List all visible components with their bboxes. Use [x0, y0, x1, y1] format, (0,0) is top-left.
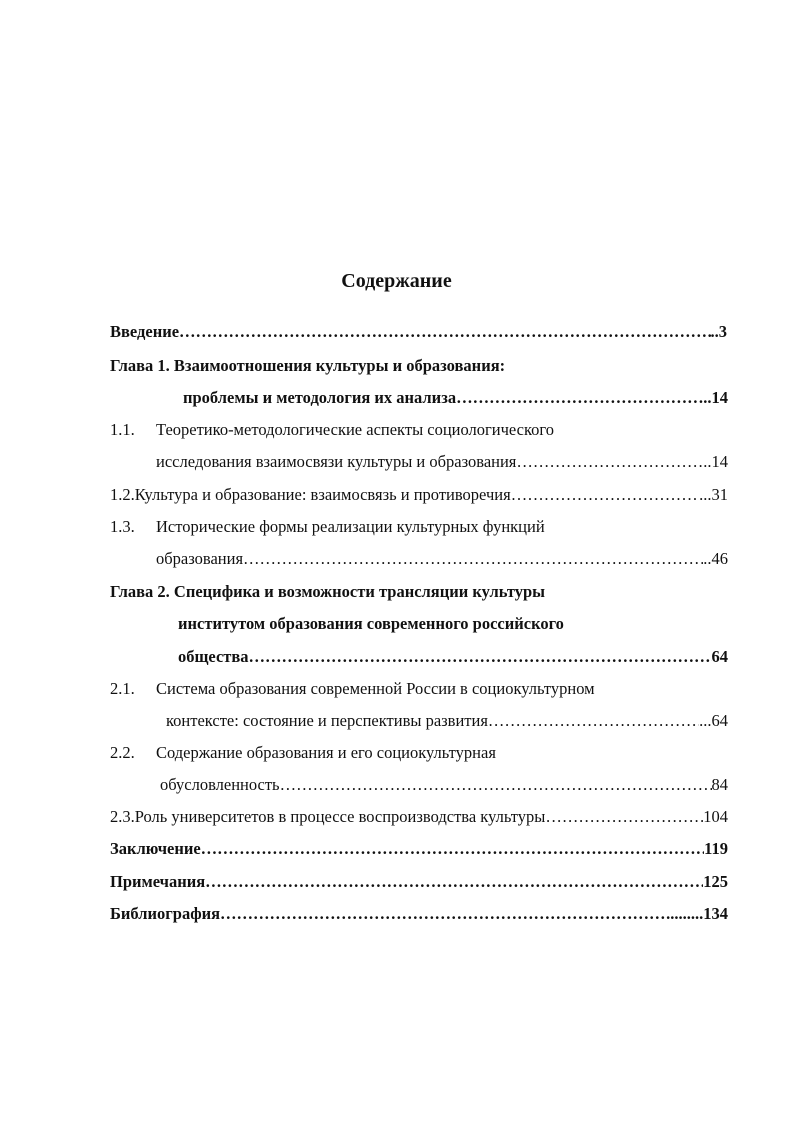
toc-page-number: 125	[703, 872, 728, 891]
toc-leader-dots	[545, 807, 703, 827]
toc-entry-bibliography	[110, 904, 728, 924]
toc-leader-dots	[516, 452, 703, 472]
toc-section-number: 1.2.	[110, 485, 135, 504]
toc-page-number: 14	[711, 388, 728, 407]
toc-leader-dots	[205, 872, 703, 892]
toc-page-number: 104	[703, 807, 728, 826]
toc-leader-tail: ..	[703, 388, 712, 407]
toc-page-number: 64	[711, 647, 728, 666]
toc-section-2-2-line1	[110, 743, 496, 763]
toc-section-2-2	[160, 775, 728, 795]
toc-page-number: 14	[711, 452, 728, 471]
toc-entry-label: Культура и образование: взаимосвязь и противоречия	[134, 485, 511, 504]
toc-leader-tail: .........	[666, 904, 704, 923]
toc-section-1-1-line1	[110, 420, 554, 440]
toc-entry-intro	[110, 322, 727, 342]
toc-entry-label: проблемы и методология их анализа	[183, 388, 457, 407]
toc-page-number: 119	[704, 839, 728, 858]
toc-page-number: 134	[703, 904, 728, 923]
toc-leader-tail: ...	[699, 711, 712, 730]
toc-page-number: 46	[711, 549, 728, 568]
toc-section-number: 2.3.	[110, 807, 135, 826]
toc-section-number: 1.1.	[110, 420, 135, 439]
toc-leader-dots	[243, 549, 703, 569]
toc-chapter-2-line2: институтом образования современного российского	[178, 614, 564, 633]
toc-leader-dots	[488, 711, 699, 731]
toc-entry-notes	[110, 872, 728, 892]
toc-page-number: 3	[718, 322, 727, 341]
toc-page-number: 84	[711, 775, 728, 794]
toc-entry-label: Система образования современной России в социокультурном	[156, 679, 595, 698]
toc-section-number: 2.1.	[110, 679, 135, 698]
toc-title: Содержание	[341, 270, 452, 292]
toc-entry-conclusion	[110, 839, 728, 859]
toc-entry-label: Теоретико-методологические аспекты социологического	[156, 420, 555, 439]
toc-entry-label: Примечания	[110, 872, 206, 891]
toc-leader-tail: ..	[710, 322, 719, 341]
toc-chapter-1-line1: Глава 1. Взаимоотношения культуры и образования:	[110, 356, 506, 375]
toc-section-number: 1.3.	[110, 517, 135, 536]
toc-section-1-1	[156, 452, 728, 472]
toc-section-2-3	[110, 807, 728, 827]
toc-page-number: 31	[711, 485, 728, 504]
toc-entry-label: контексте: состояние и перспективы развития	[166, 711, 488, 730]
toc-section-2-1-line1	[110, 679, 595, 699]
toc-chapter-2-line1: Глава 2. Специфика и возможности трансляции культуры	[110, 582, 546, 601]
toc-leader-tail: ...	[699, 485, 712, 504]
toc-entry-label: Библиография	[110, 904, 221, 923]
toc-entry-label: Роль университетов в процессе воспроизводства культуры	[134, 807, 546, 826]
toc-entry-label: Введение	[110, 322, 180, 341]
toc-section-1-3	[156, 549, 728, 569]
toc-chapter-1	[183, 388, 728, 408]
toc-section-number: 2.2.	[110, 743, 135, 762]
toc-entry-label: Содержание образования и его социокультурная	[156, 743, 496, 762]
toc-leader-dots	[179, 322, 710, 342]
toc-entry-label: образования	[156, 549, 244, 568]
toc-leader-dots	[511, 485, 699, 505]
toc-section-1-2	[110, 485, 728, 505]
toc-leader-dots	[201, 839, 704, 859]
toc-leader-dots	[249, 647, 712, 667]
toc-page-number: 64	[711, 711, 728, 730]
toc-entry-label: обусловленность	[160, 775, 280, 794]
toc-leader-dots	[220, 904, 666, 924]
toc-chapter-2	[178, 647, 728, 667]
toc-entry-label: исследования взаимосвязи культуры и образования	[156, 452, 517, 471]
toc-section-1-3-line1	[110, 517, 545, 537]
toc-leader-dots	[280, 775, 712, 795]
toc-leader-dots	[456, 388, 703, 408]
toc-entry-label: Заключение	[110, 839, 201, 858]
toc-section-2-1	[166, 711, 728, 731]
toc-entry-label: общества	[178, 647, 249, 666]
toc-leader-tail: ..	[703, 549, 712, 568]
toc-entry-label: Исторические формы реализации культурных функций	[156, 517, 545, 536]
toc-leader-tail: ..	[703, 452, 712, 471]
